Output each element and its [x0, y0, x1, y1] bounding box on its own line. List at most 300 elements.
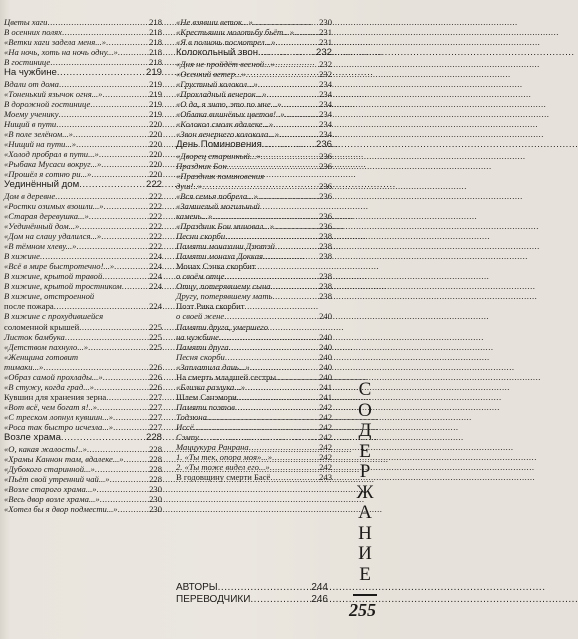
- dot-leader: [43, 362, 148, 372]
- toc-section-authors[interactable]: АВТОРЫ ..... 244: [176, 582, 328, 594]
- toc-entry[interactable]: [4, 159, 162, 169]
- toc-entry[interactable]: [176, 231, 332, 241]
- dot-leader: [294, 27, 318, 37]
- page-ref: 228: [149, 473, 162, 484]
- page-ref: 236: [319, 221, 332, 232]
- dot-leader: [47, 17, 148, 27]
- entry-title: «Холод пробрал в пути...»: [4, 149, 99, 160]
- dot-leader: [59, 79, 148, 89]
- toc-entry[interactable]: [176, 271, 332, 281]
- page-ref: 242: [319, 421, 332, 432]
- dot-leader: [73, 129, 148, 139]
- dot-leader: [90, 99, 148, 109]
- toc-entry[interactable]: [176, 352, 332, 362]
- page-ref: 232: [319, 58, 332, 69]
- toc-entry[interactable]: [176, 221, 332, 231]
- dot-leader: [261, 151, 318, 161]
- toc-entry[interactable]: [176, 311, 332, 321]
- entry-title: «Прошёл я сотню ри...»: [4, 169, 92, 180]
- page-ref: 230: [149, 493, 162, 504]
- toc-entry[interactable]: [176, 362, 332, 372]
- entry-title: «Прохладный вечерок...»: [176, 88, 267, 99]
- dot-leader: [118, 47, 148, 57]
- entry-title: «Уединённый дом...»: [4, 221, 80, 232]
- toc-entry[interactable]: [4, 281, 162, 291]
- toc-entry[interactable]: [176, 422, 332, 432]
- dot-leader: [59, 109, 149, 119]
- dot-leader: [258, 79, 318, 89]
- page-ref: 219: [149, 78, 162, 89]
- entry-title: «Дом на слаиу удалился...»: [4, 231, 102, 242]
- toc-entry[interactable]: [176, 261, 332, 271]
- vertical-title-letter: И: [358, 543, 372, 564]
- vertical-title-letter: Р: [359, 461, 371, 482]
- page-ref: 242: [319, 401, 332, 412]
- dot-leader: [89, 211, 148, 221]
- toc-entry[interactable]: [176, 372, 332, 382]
- entry-title: Отцу, потерявшему сына: [176, 281, 271, 292]
- entry-title: Памяти друга, умершего: [176, 321, 269, 332]
- page-ref: 228: [149, 453, 162, 464]
- toc-column-left: [4, 17, 162, 514]
- dot-leader: [104, 201, 149, 211]
- page-ref: 236: [319, 180, 332, 191]
- entry-title: Песня скорби: [176, 351, 225, 362]
- dot-leader: [122, 281, 148, 291]
- entry-title: «Колокол смолк вдалеке...»: [176, 119, 274, 130]
- dot-leader: [253, 17, 318, 27]
- dot-leader: [102, 271, 148, 281]
- dot-leader: [113, 412, 148, 422]
- toc-entry[interactable]: [176, 462, 332, 472]
- toc-entry[interactable]: [4, 494, 162, 504]
- toc-section-heading[interactable]: [4, 432, 162, 444]
- entry-title: Кувшин для хранения зерна: [4, 391, 107, 402]
- vertical-title-letter: Е: [359, 563, 371, 585]
- page-ref: 220: [149, 159, 162, 170]
- dot-leader: [54, 301, 148, 311]
- page-ref: 227: [149, 391, 162, 402]
- page-ref: 234: [319, 119, 332, 130]
- toc-entry[interactable]: [176, 211, 332, 221]
- dot-leader: [212, 211, 318, 221]
- dot-leader: [266, 89, 318, 99]
- entry-title: «Тоненький язычок огня...»: [4, 88, 103, 99]
- toc-entry[interactable]: [4, 241, 162, 251]
- page-ref: 220: [149, 119, 162, 130]
- toc-entry[interactable]: [4, 352, 162, 362]
- entry-title: тимаки...»: [4, 361, 44, 372]
- page-ref: 218: [149, 27, 162, 38]
- page-ref: 218: [149, 17, 162, 27]
- entry-title: В хижине с прохудившейся: [4, 311, 104, 322]
- entry-title: Памяти монахини Дзютэй: [176, 241, 275, 252]
- dot-leader: [273, 119, 318, 129]
- toc-entry[interactable]: [176, 432, 332, 442]
- toc-entry[interactable]: [176, 301, 332, 311]
- toc-entry[interactable]: [4, 332, 162, 342]
- page-ref: 219: [149, 108, 162, 119]
- dot-leader: [262, 139, 315, 151]
- page-ref: 238: [319, 231, 332, 242]
- page-ref: 222: [149, 241, 162, 252]
- entry-title: «Детством пахнуло...»: [4, 341, 89, 352]
- toc-entry[interactable]: [4, 402, 162, 412]
- toc-entry[interactable]: [176, 382, 332, 392]
- toc-entry[interactable]: [4, 169, 162, 179]
- page-ref: 242: [319, 462, 332, 473]
- page-ref: 228: [149, 443, 162, 454]
- toc-entry[interactable]: [176, 251, 332, 261]
- entry-title: «Всё в мире быстротечно!...»: [4, 261, 115, 272]
- page-ref: 242: [319, 432, 332, 443]
- entry-title: Песни скорби: [176, 231, 226, 242]
- entry-title: В гостинице: [4, 57, 51, 68]
- toc-section-heading[interactable]: [4, 179, 162, 191]
- toc-entry[interactable]: [176, 342, 332, 352]
- page-ref: 230: [149, 503, 162, 514]
- entry-title: Цветы хаги: [4, 17, 48, 27]
- toc-entry[interactable]: [4, 362, 162, 372]
- toc-entry[interactable]: [4, 271, 162, 281]
- page-ref: 238: [319, 281, 332, 292]
- dot-leader: [249, 442, 318, 452]
- toc-entry[interactable]: [4, 57, 162, 67]
- page-ref: 228: [149, 463, 162, 474]
- entry-title: Праздник Бон: [176, 160, 227, 171]
- entry-title: камень...»: [176, 210, 213, 221]
- dot-leader: [276, 372, 318, 382]
- vertical-title-letter: С: [358, 379, 372, 400]
- dot-leader: [275, 59, 318, 69]
- toc-entry[interactable]: [4, 129, 162, 139]
- toc-entry[interactable]: [176, 99, 332, 109]
- toc-entry[interactable]: [4, 291, 162, 301]
- page-ref: 220: [149, 129, 162, 140]
- toc-entry[interactable]: [176, 79, 332, 89]
- toc-entry[interactable]: [4, 139, 162, 149]
- entry-title: «Звон вечернего колокола...»: [176, 129, 279, 140]
- page-ref: 222: [149, 210, 162, 221]
- entry-title: «Близка разлука...»: [176, 381, 246, 392]
- toc-entry[interactable]: [4, 119, 162, 129]
- entry-title: Тодзюна: [176, 411, 207, 422]
- entry-title: «Крестьянин молотьбу бьёт...»: [176, 27, 295, 38]
- dot-leader: [57, 67, 145, 79]
- dot-leader: [281, 99, 318, 109]
- dot-leader: [56, 119, 148, 129]
- page-ref: 238: [319, 251, 332, 262]
- page-ref: 238: [319, 291, 332, 302]
- page-ref: 225: [149, 321, 162, 332]
- entry-title: «Роса так быстро исчезла...»: [4, 421, 114, 432]
- dot-leader: [207, 412, 318, 422]
- divider-rule: [353, 594, 377, 596]
- toc-entry[interactable]: [4, 474, 162, 484]
- page-ref: 241: [319, 381, 332, 392]
- dot-leader: [227, 161, 318, 171]
- toc-entry[interactable]: [4, 99, 162, 109]
- entry-title: Дом в деревне: [4, 190, 56, 201]
- toc-entry[interactable]: [176, 181, 332, 191]
- toc-entry[interactable]: [176, 109, 332, 119]
- page-ref: 219: [149, 88, 162, 99]
- section-title: Уединённый дом: [4, 179, 80, 191]
- dot-leader: [103, 372, 148, 382]
- page-ref: 230: [149, 483, 162, 494]
- vertical-title-letter: Д: [358, 420, 372, 441]
- entry-title: «Замшелый могильный: [176, 200, 260, 211]
- entry-title: Листок бамбука: [4, 331, 65, 342]
- vertical-title: [353, 380, 377, 585]
- toc-entry[interactable]: [176, 69, 332, 79]
- dot-leader: [275, 241, 318, 251]
- toc-entry[interactable]: [176, 291, 332, 301]
- dot-leader: [258, 47, 315, 59]
- page-ref: 222: [149, 190, 162, 201]
- page-ref: 240: [319, 331, 332, 342]
- dot-leader: [91, 169, 148, 179]
- entry-title: Вдали от дома: [4, 78, 59, 89]
- page-ref: 225: [149, 331, 162, 342]
- dot-leader: [194, 422, 318, 432]
- toc-entry[interactable]: [4, 504, 162, 514]
- toc-entry[interactable]: [4, 301, 162, 311]
- dot-leader: [102, 89, 148, 99]
- dot-leader: [99, 149, 148, 159]
- dot-leader: [225, 231, 318, 241]
- toc-entry[interactable]: [4, 342, 162, 352]
- dot-leader: [229, 342, 318, 352]
- toc-entry[interactable]: [4, 444, 162, 454]
- dot-leader: [258, 191, 318, 201]
- dot-leader: [270, 472, 318, 482]
- entry-title: Сэмпу: [176, 432, 199, 443]
- dot-leader: [87, 444, 148, 454]
- entry-title: «Пьёт свой утренний чай...»: [4, 473, 110, 484]
- page-ref: 243: [319, 472, 332, 483]
- dot-leader: [76, 139, 148, 149]
- toc-entry[interactable]: [4, 17, 162, 27]
- entry-title: «В стужу, когда град...»: [4, 381, 94, 392]
- toc-entry[interactable]: [176, 171, 332, 181]
- page-ref: 224: [149, 251, 162, 262]
- section-title: На чужбине: [4, 67, 57, 79]
- dot-leader: [263, 251, 318, 261]
- entry-title: «С треском лопнул кувшин...»: [4, 411, 114, 422]
- dot-leader: [124, 454, 149, 464]
- entry-title: 1. «Ты тек, опора моя»...»: [176, 452, 272, 463]
- toc-entry[interactable]: [176, 129, 332, 139]
- section-title: Возле храма: [4, 432, 61, 444]
- dot-leader: [97, 484, 149, 494]
- toc-entry[interactable]: [4, 322, 162, 332]
- entry-title: на чужбине: [176, 331, 219, 342]
- entry-title: «На ночь, хоть на ночь одну...»: [4, 47, 118, 58]
- toc-entry[interactable]: [4, 149, 162, 159]
- page-ref: 238: [319, 241, 332, 252]
- toc-entry[interactable]: [176, 281, 332, 291]
- dot-leader: [62, 27, 148, 37]
- dot-leader: [79, 179, 145, 191]
- toc-entry[interactable]: [176, 151, 332, 161]
- entry-title: «Хотел бы я двор подмести...»: [4, 503, 118, 514]
- entry-title: В хижине, крытой тростником: [4, 281, 122, 292]
- page-ref: 224: [149, 261, 162, 272]
- dot-leader: [199, 432, 318, 442]
- toc-entry[interactable]: [4, 79, 162, 89]
- page-ref: 222: [149, 231, 162, 242]
- page-ref: 236: [319, 210, 332, 221]
- toc-entry[interactable]: [4, 261, 162, 271]
- toc-entry[interactable]: [4, 464, 162, 474]
- entry-title: соломенной крышей: [4, 321, 80, 332]
- toc-entry[interactable]: [176, 161, 332, 171]
- entry-title: «Облака вишнёвых цветов!..»: [176, 108, 285, 119]
- toc-entry[interactable]: [4, 311, 162, 321]
- dot-leader: [274, 221, 318, 231]
- dot-leader: [237, 392, 318, 402]
- toc-entry[interactable]: [176, 452, 332, 462]
- entry-title: Нищий в пути: [4, 119, 57, 130]
- toc-entry[interactable]: [4, 422, 162, 432]
- dot-leader: [106, 392, 148, 402]
- toc-entry[interactable]: [4, 251, 162, 261]
- page-ref: 219: [145, 67, 162, 79]
- toc-entry[interactable]: [4, 211, 162, 221]
- page-ref: 234: [319, 98, 332, 109]
- page-ref: 220: [149, 149, 162, 160]
- dot-leader: [79, 322, 148, 332]
- page-ref: 222: [149, 200, 162, 211]
- dot-leader: [97, 402, 148, 412]
- entry-title: «Осенний ветер...»: [176, 68, 246, 79]
- toc-entry[interactable]: [176, 412, 332, 422]
- vertical-title-letter: Н: [358, 522, 372, 544]
- toc-entry[interactable]: [176, 392, 332, 402]
- toc-entry[interactable]: [4, 191, 162, 201]
- entry-title: душ!..»: [176, 180, 202, 191]
- toc-entry[interactable]: [176, 241, 332, 251]
- page-ref: 240: [319, 371, 332, 382]
- toc-entry[interactable]: [176, 402, 332, 412]
- entry-title: «Ветки хаги задела меня...»: [4, 37, 107, 48]
- dot-leader: [118, 504, 149, 514]
- entry-title: «Заплатила дань...»: [176, 361, 250, 372]
- dot-leader: [79, 221, 148, 231]
- vertical-title-letter: О: [358, 399, 372, 421]
- vertical-title-letter: Ж: [356, 481, 374, 503]
- toc-section-heading[interactable]: [4, 67, 162, 79]
- toc-entry[interactable]: [4, 231, 162, 241]
- dot-leader: [94, 382, 148, 392]
- toc-entry[interactable]: [4, 37, 162, 47]
- toc-section-heading[interactable]: [176, 139, 332, 151]
- toc-entry[interactable]: [4, 372, 162, 382]
- toc-entry[interactable]: [176, 201, 332, 211]
- dot-leader: [245, 382, 318, 392]
- entry-title: «Дня не пройдёт весной...»: [176, 58, 275, 69]
- entry-title: после пожара: [4, 301, 54, 312]
- page-ref: 224: [149, 271, 162, 282]
- toc-entry[interactable]: [176, 119, 332, 129]
- entry-title: «Не взявши веток...»: [176, 17, 253, 27]
- toc-entry[interactable]: [176, 17, 332, 27]
- toc-entry[interactable]: [4, 201, 162, 211]
- entry-title: В хижине: [4, 251, 40, 262]
- toc-entry[interactable]: [4, 109, 162, 119]
- entry-title: 2. «Ты тоже видел его...»: [176, 462, 270, 473]
- entry-title: «Возле старого храма...»: [4, 483, 97, 494]
- entry-title: о своём отце: [176, 271, 225, 282]
- toc-entry[interactable]: [176, 442, 332, 452]
- page-ref: 226: [149, 361, 162, 372]
- toc-column-right: [176, 17, 332, 482]
- toc-entry[interactable]: [4, 382, 162, 392]
- page-ref: 242: [319, 442, 332, 453]
- entry-title: В дорожной гостинице: [4, 98, 91, 109]
- entry-title: Моему ученику: [4, 108, 59, 119]
- entry-title: «Весь двор возле храма...»: [4, 493, 100, 504]
- toc-entry[interactable]: [176, 322, 332, 332]
- entry-title: В хижине, крытой травой: [4, 271, 103, 282]
- toc-entry[interactable]: [176, 332, 332, 342]
- page-ref: 226: [149, 381, 162, 392]
- toc-entry[interactable]: [4, 484, 162, 494]
- page-ref: 222: [145, 179, 162, 191]
- page-ref: 240: [319, 341, 332, 352]
- toc-entry[interactable]: [176, 191, 332, 201]
- dot-leader: [224, 271, 318, 281]
- dot-leader: [271, 281, 319, 291]
- toc-entry[interactable]: [4, 454, 162, 464]
- page-ref: 241: [319, 391, 332, 402]
- toc-entry[interactable]: [4, 412, 162, 422]
- toc-entry[interactable]: [176, 59, 332, 69]
- dot-leader: [76, 241, 148, 251]
- page-ref: 240: [319, 311, 332, 322]
- toc-entry[interactable]: [176, 472, 332, 482]
- entry-title: На смерть младшей сестры: [176, 371, 277, 382]
- toc-section-translators[interactable]: ПЕРЕВОДЧИКИ ..... 246: [176, 594, 328, 606]
- dot-leader: [88, 342, 148, 352]
- toc-entry[interactable]: [176, 27, 332, 37]
- entry-title: «Старая деревушка...»: [4, 210, 89, 221]
- page-ref: 234: [319, 78, 332, 89]
- dot-leader: [279, 129, 318, 139]
- toc-entry[interactable]: [176, 89, 332, 99]
- entry-title: «В тёмном хлеву...»: [4, 241, 77, 252]
- toc-entry[interactable]: [4, 221, 162, 231]
- toc-entry[interactable]: [4, 27, 162, 37]
- page-ref: 228: [145, 432, 162, 444]
- page-ref: 234: [319, 88, 332, 99]
- dot-leader: [110, 474, 149, 484]
- dot-leader: [100, 494, 148, 504]
- toc-entry[interactable]: [176, 37, 332, 47]
- toc-entry[interactable]: [4, 47, 162, 57]
- dot-leader: [113, 422, 148, 432]
- dot-leader: [101, 159, 148, 169]
- dot-leader: [225, 352, 318, 362]
- page-ref: 236: [319, 190, 332, 201]
- toc-section-heading[interactable]: [176, 47, 332, 59]
- dot-leader: [101, 231, 148, 241]
- dot-leader: [219, 332, 318, 342]
- section-title: Колокольный звон: [176, 47, 259, 59]
- toc-entry[interactable]: [4, 89, 162, 99]
- toc-entry[interactable]: [4, 392, 162, 402]
